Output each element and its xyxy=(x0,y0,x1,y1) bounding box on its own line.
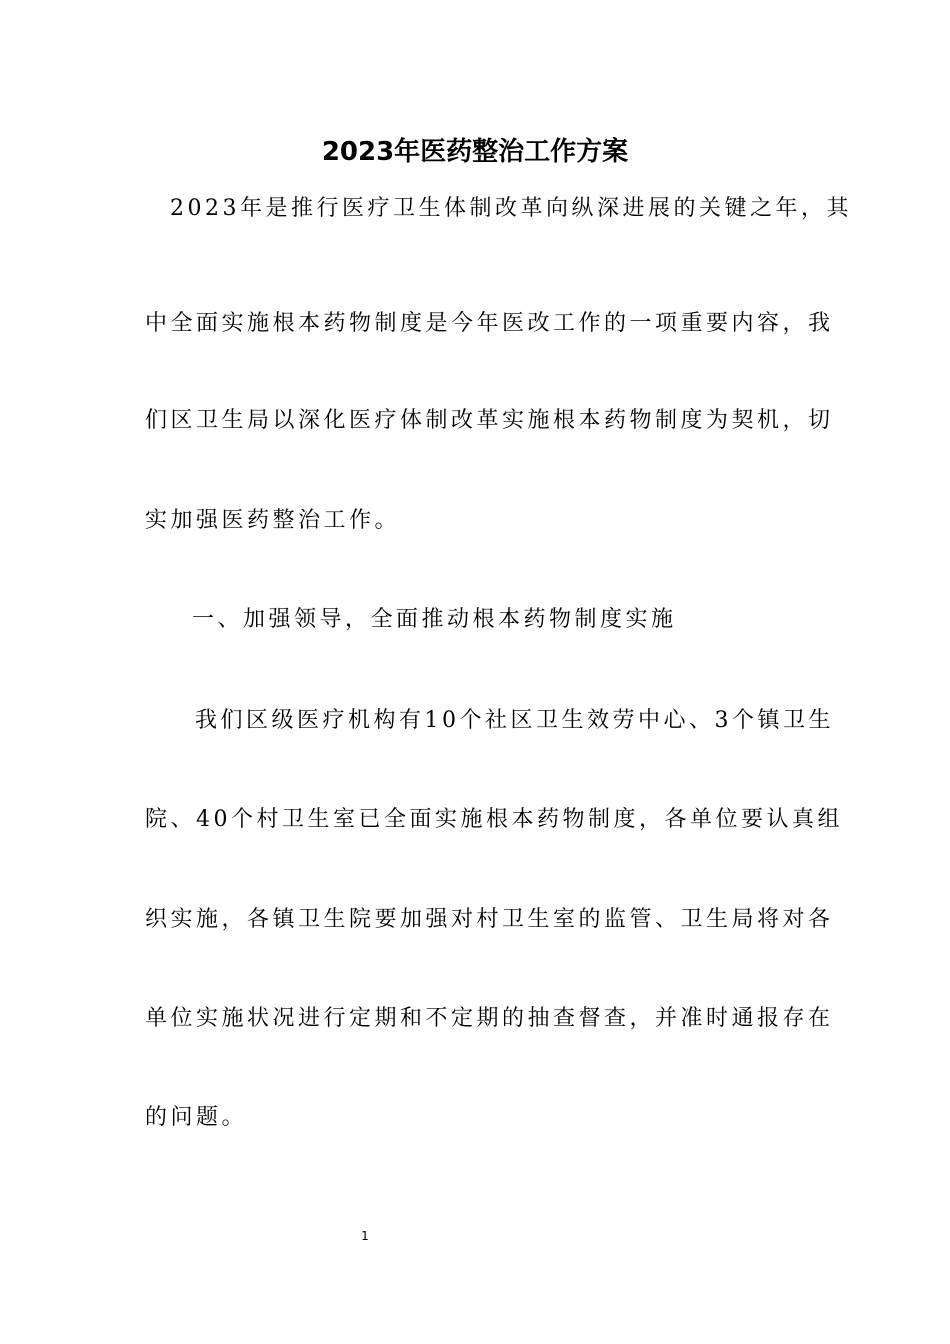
paragraph-line: 2023年是推行医疗卫生体制改革向纵深进展的关键之年，其 xyxy=(170,196,852,221)
paragraph-line: 单位实施状况进行定期和不定期的抽查督查，并准时通报存在 xyxy=(145,1006,834,1031)
paragraph-line: 中全面实施根本药物制度是今年医改工作的一项重要内容，我 xyxy=(145,311,834,336)
paragraph-line: 我们区级医疗机构有10个社区卫生效劳中心、3个镇卫生 xyxy=(195,708,834,733)
paragraph-line: 院、40个村卫生室已全面实施根本药物制度，各单位要认真组 xyxy=(145,807,843,832)
section-heading: 一、加强领导，全面推动根本药物制度实施 xyxy=(192,607,677,632)
paragraph-line: 的问题。 xyxy=(145,1105,248,1130)
paragraph-line: 织实施，各镇卫生院要加强对村卫生室的监管、卫生局将对各 xyxy=(145,907,834,932)
page-number: 1 xyxy=(361,1229,369,1243)
paragraph-line: 实加强医药整治工作。 xyxy=(145,508,401,533)
paragraph-line: 们区卫生局以深化医疗体制改革实施根本药物制度为契机，切 xyxy=(145,408,834,433)
document-title: 2023年医药整治工作方案 xyxy=(321,137,629,167)
